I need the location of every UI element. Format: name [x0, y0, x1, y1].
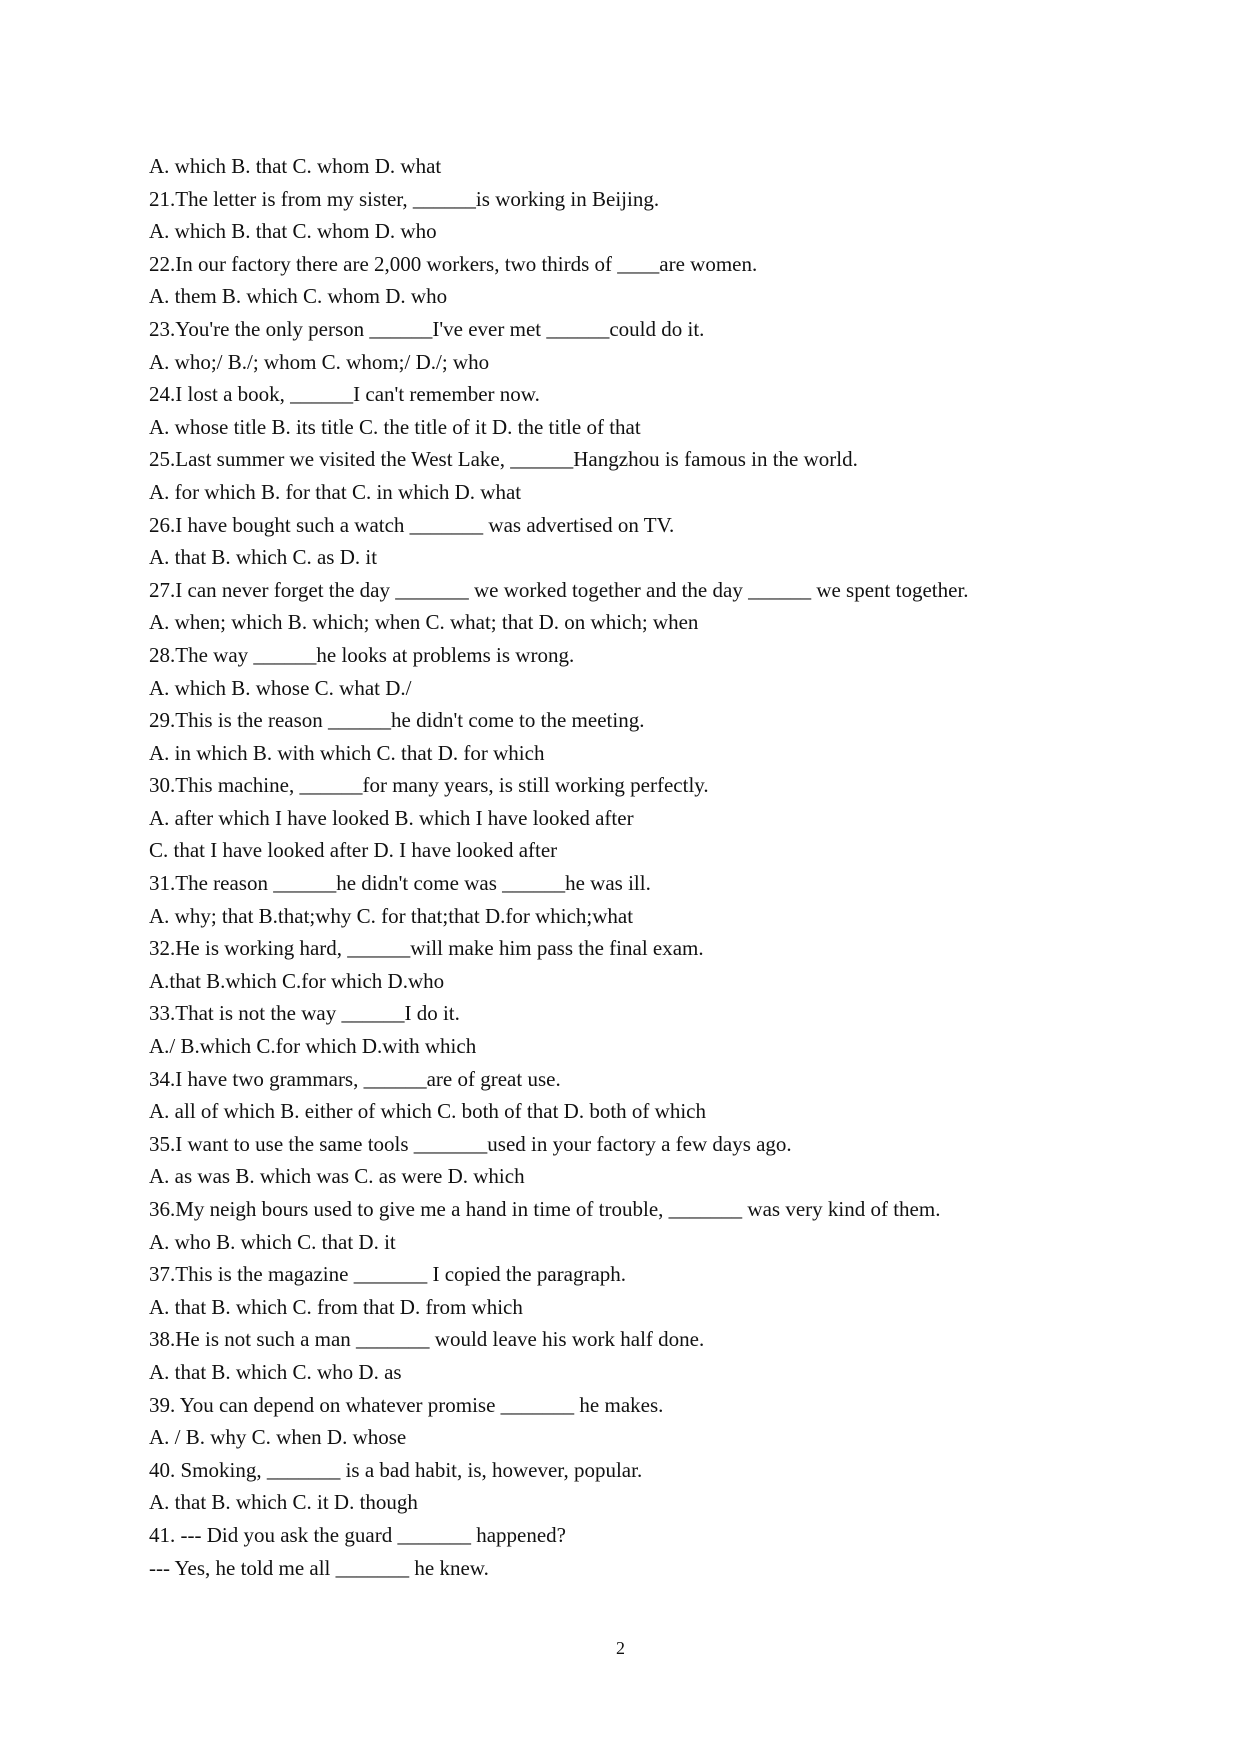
- text-line: 39. You can depend on whatever promise _______ he makes.: [149, 1392, 664, 1417]
- page-number: 2: [616, 1638, 625, 1658]
- text-line: A. who;/ B./; whom C. whom;/ D./; who: [149, 349, 490, 374]
- text-line: A. / B. why C. when D. whose: [149, 1425, 407, 1450]
- text-line: 26.I have bought such a watch _______ was advertised on TV.: [149, 512, 675, 537]
- text-line: A. who B. which C. that D. it: [149, 1229, 396, 1254]
- text-line: 41. --- Did you ask the guard _______ happened?: [149, 1522, 566, 1547]
- text-line: 27.I can never forget the day _______ we worked together and the day ______ we spent together.: [149, 577, 969, 602]
- text-line: 35.I want to use the same tools _______used in your factory a few days ago.: [149, 1131, 792, 1156]
- text-line: 28.The way ______he looks at problems is wrong.: [149, 642, 575, 667]
- text-line: 22.In our factory there are 2,000 workers, two thirds of ____are women.: [149, 251, 758, 276]
- text-line: 32.He is working hard, ______will make him pass the final exam.: [149, 936, 704, 961]
- text-line: 33.That is not the way ______I do it.: [149, 1001, 460, 1026]
- text-line: A. in which B. with which C. that D. for which: [149, 740, 545, 765]
- text-line: A. that B. which C. from that D. from which: [149, 1294, 523, 1319]
- text-line: A./ B.which C.for which D.with which: [149, 1034, 477, 1059]
- text-line: 23.You're the only person ______I've ever met ______could do it.: [149, 316, 705, 341]
- text-line: A. that B. which C. it D. though: [149, 1490, 418, 1515]
- text-line: A. which B. that C. whom D. what: [149, 154, 442, 178]
- text-line: A. them B. which C. whom D. who: [149, 284, 448, 309]
- text-line: A. all of which B. either of which C. both of that D. both of which: [149, 1099, 706, 1124]
- text-line: A. that B. which C. who D. as: [149, 1359, 402, 1384]
- text-line: 30.This machine, ______for many years, is still working perfectly.: [149, 773, 709, 798]
- text-line: C. that I have looked after D. I have looked after: [149, 838, 558, 863]
- text-line: 40. Smoking, _______ is a bad habit, is, however, popular.: [149, 1457, 643, 1482]
- text-line: 29.This is the reason ______he didn't come to the meeting.: [149, 708, 645, 733]
- text-line: A. for which B. for that C. in which D. what: [149, 479, 522, 504]
- text-line: A. which B. that C. whom D. who: [149, 219, 437, 244]
- text-line: A. as was B. which was C. as were D. which: [149, 1164, 525, 1189]
- text-line: A. which B. whose C. what D./: [149, 675, 412, 700]
- text-line: 36.My neigh bours used to give me a hand in time of trouble, _______ was very kind of them.: [149, 1197, 941, 1221]
- text-line: 25.Last summer we visited the West Lake, ______Hangzhou is famous in the world.: [149, 447, 858, 472]
- text-line: A. why; that B.that;why C. for that;that D.for which;what: [149, 903, 634, 928]
- question-text-block: [149, 150, 1109, 1584]
- text-line: --- Yes, he told me all _______ he knew.: [149, 1555, 489, 1580]
- text-line: A. after which I have looked B. which I have looked after: [149, 805, 634, 830]
- text-line: 24.I lost a book, ______I can't remember now.: [149, 382, 540, 407]
- text-line: 31.The reason ______he didn't come was ______he was ill.: [149, 871, 651, 896]
- text-line: A. when; which B. which; when C. what; that D. on which; when: [149, 610, 699, 635]
- text-line: 34.I have two grammars, ______are of great use.: [149, 1066, 561, 1091]
- text-line: A. whose title B. its title C. the title of it D. the title of that: [149, 414, 641, 439]
- text-line: 38.He is not such a man _______ would leave his work half done.: [149, 1327, 705, 1352]
- text-line: A. that B. which C. as D. it: [149, 545, 378, 570]
- text-line: A.that B.which C.for which D.who: [149, 968, 445, 993]
- text-line: 21.The letter is from my sister, ______is working in Beijing.: [149, 186, 660, 211]
- text-line: 37.This is the magazine _______ I copied the paragraph.: [149, 1262, 627, 1287]
